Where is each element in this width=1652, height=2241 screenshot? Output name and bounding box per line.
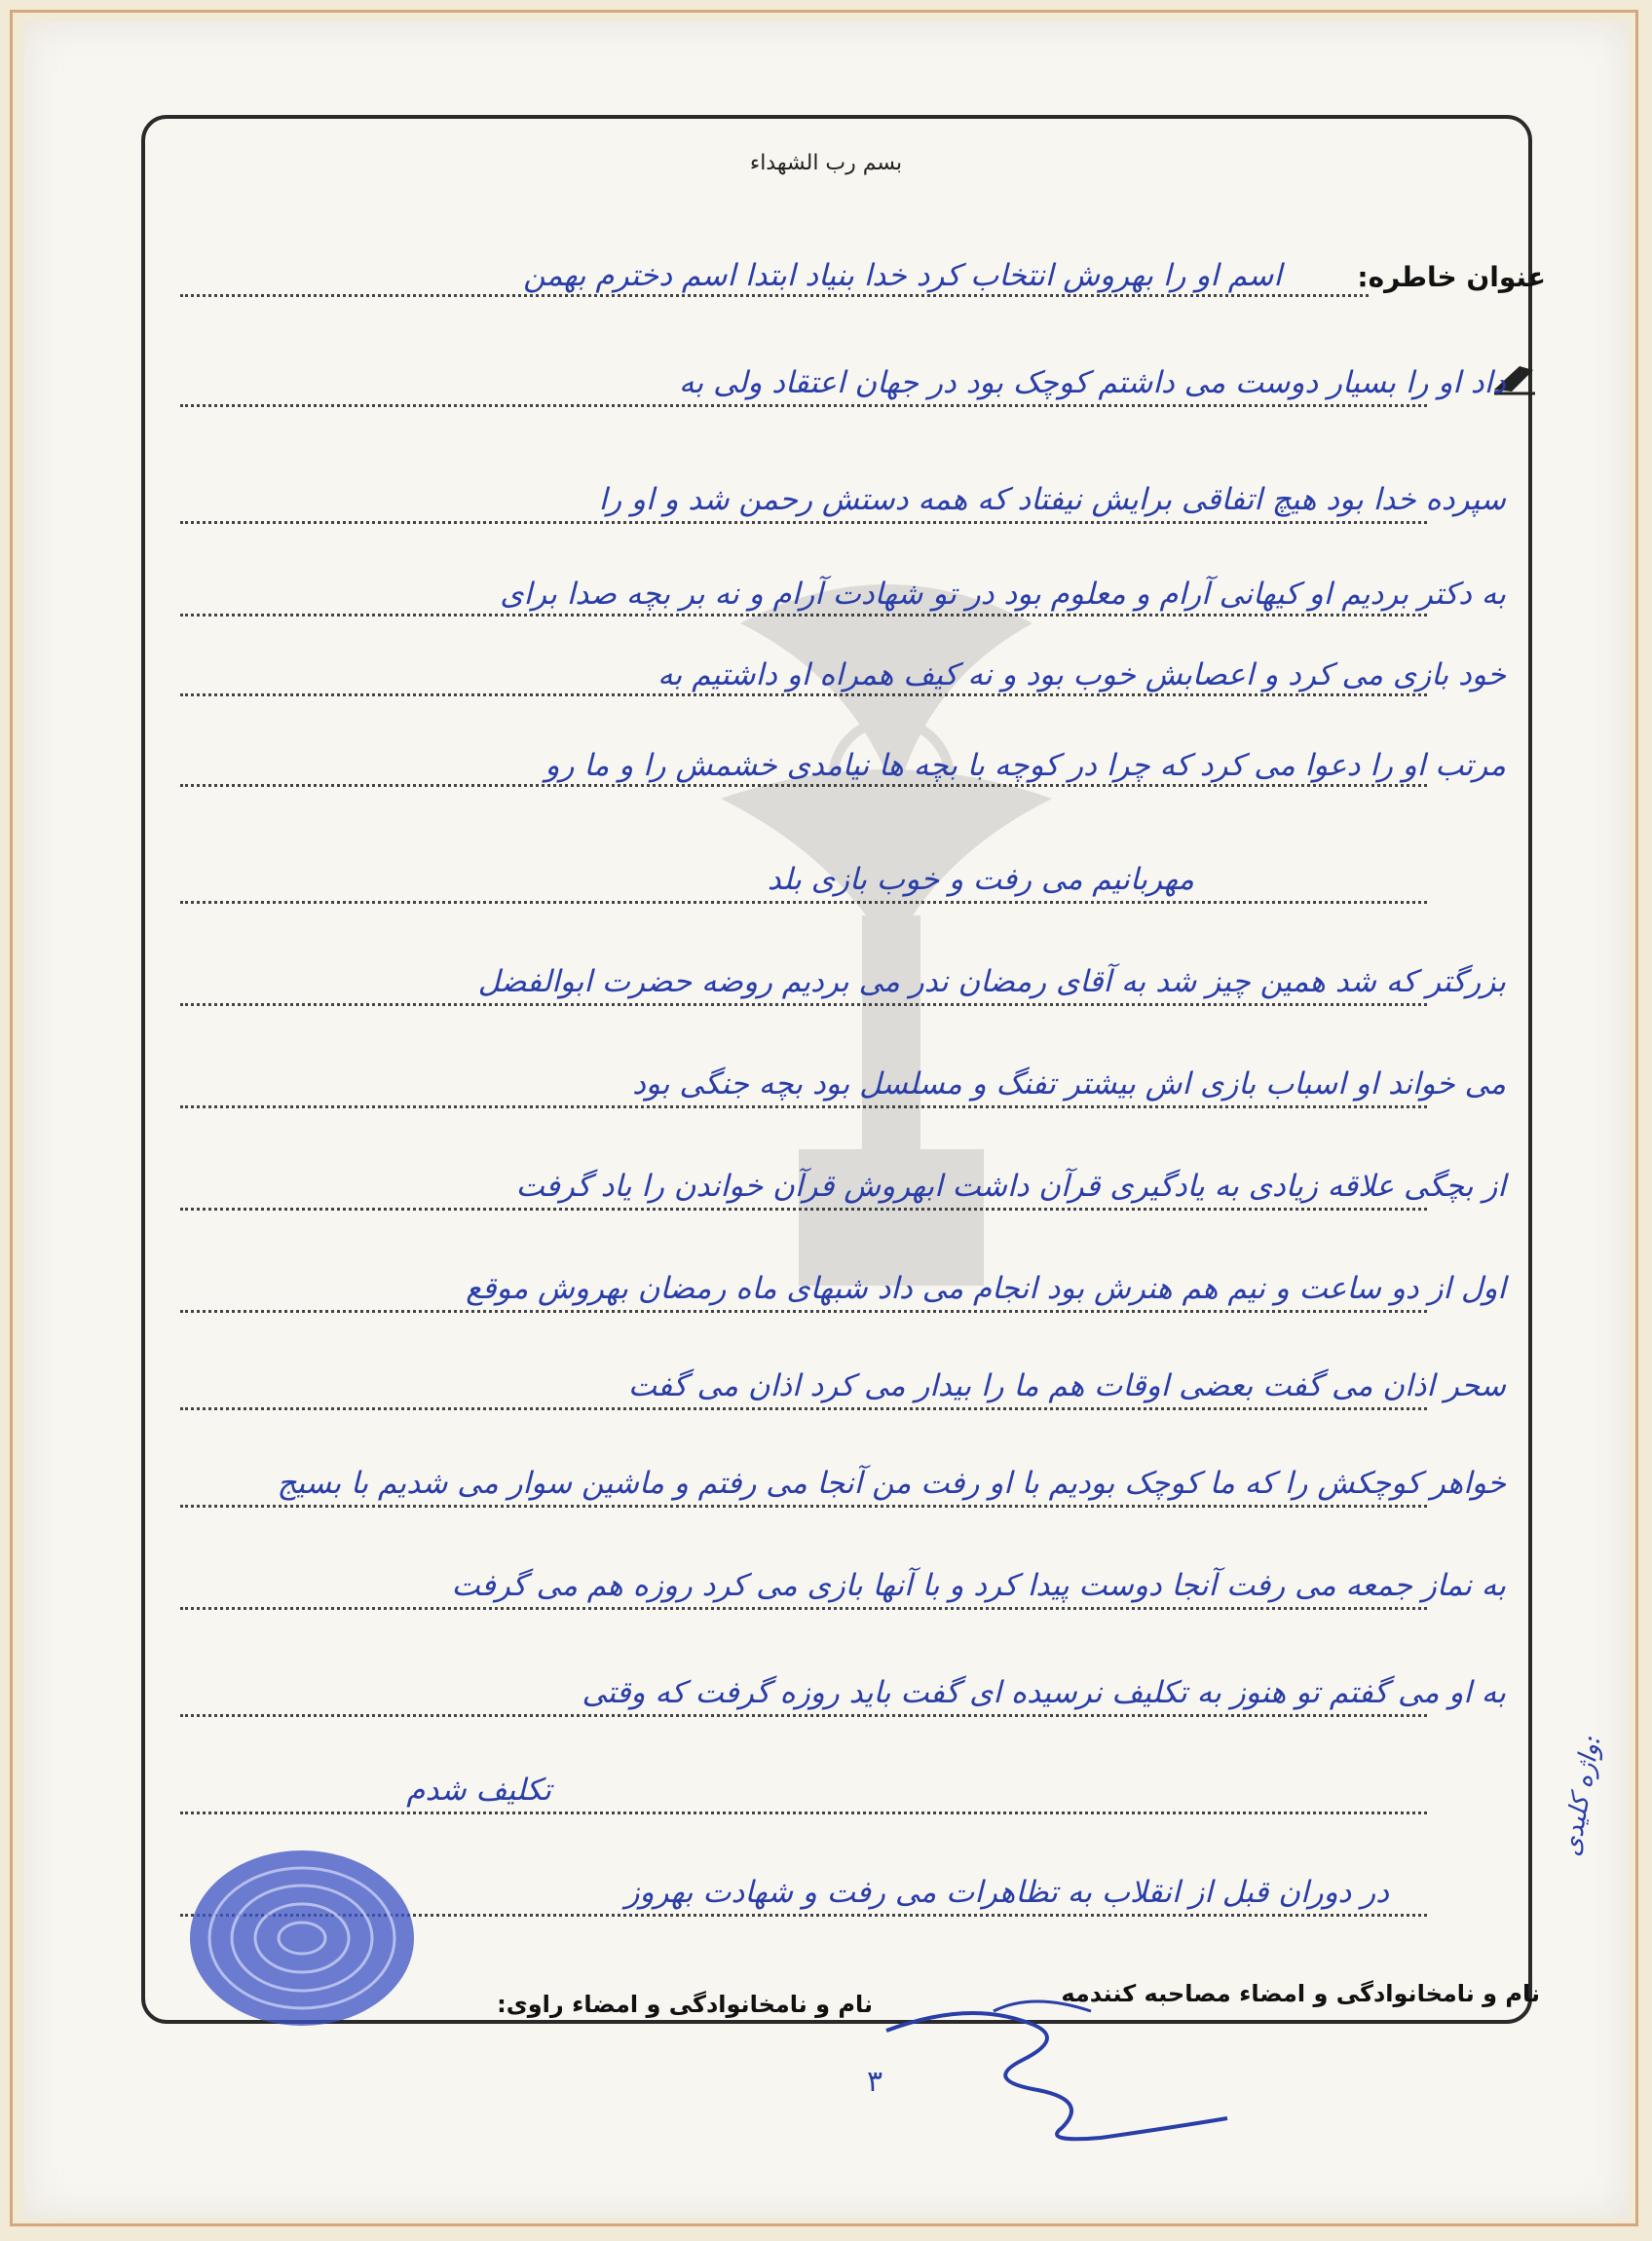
handwritten-line: تکلیف شدم [406,1773,551,1808]
ruled-line [180,614,1427,616]
handwritten-line: مهربانیم می رفت و خوب بازی بلد [767,862,1194,897]
handwritten-line: داد او را بسیار دوست می داشتم کوچک بود در جهان اعتقاد ولی به [678,365,1506,400]
ruled-line [180,1607,1427,1610]
handwritten-line: از بچگی علاقه زیادی به یادگیری قرآن داشت ابهروش قرآن خواندن را یاد گرفت [515,1169,1506,1204]
ruled-line [180,404,1427,407]
handwritten-line: به نماز جمعه می رفت آنجا دوست پیدا کرد و با آنها بازی می کرد روزه هم می گرفت [451,1568,1506,1603]
ruled-line [180,693,1427,696]
ruled-line [180,1208,1427,1211]
ruled-line [180,901,1427,904]
ruled-line [180,1505,1427,1508]
ruled-line [180,521,1427,524]
handwritten-line: می خواند او اسباب بازی اش بیشتر تفنگ و مسلسل بود بچه جنگی بود [632,1066,1506,1102]
interviewer-signature-label: نام و نامخانوادگی و امضاء مصاحبه کنندمه [1061,1980,1540,2007]
keywords-label: واژه کلیدی: [1557,1733,1607,1859]
ruled-line [180,1811,1427,1814]
handwritten-line: خواهر کوچکش را که ما کوچک بودیم با او رفت من آنجا می رفتم و ماشین سوار می شدیم با بسیج [277,1466,1506,1501]
ruled-line [180,1310,1427,1313]
handwritten-line: به او می گفتم تو هنوز به تکلیف نرسیده ای گفت باید روزه گرفت که وقتی [582,1675,1506,1710]
memoir-title-label: عنوان خاطره: [1357,261,1546,293]
ruled-line [180,1714,1427,1717]
narrator-signature-label: نام و نامخانوادگی و امضاء راوی: [497,1991,873,2018]
ruled-line [180,1105,1427,1108]
ruled-line [180,1407,1427,1410]
handwritten-line: بزرگتر که شد همین چیز شد به آقای رمضان ندر می بردیم روضه حضرت ابوالفضل [477,964,1506,999]
page-number: ۳ [867,2065,883,2099]
ruled-line [180,784,1427,787]
handwritten-line: سحر اذان می گفت بعضی اوقات هم ما را بیدار می کرد اذان می گفت [627,1368,1506,1403]
handwritten-line: اول از دو ساعت و نیم هم هنرش بود انجام می داد شبهای ماه رمضان بهروش موقع [466,1271,1506,1306]
handwritten-line: به دکتر بردیم او کیهانی آرام و معلوم بود در تو شهادت آرام و نه بر بچه صدا برای [500,577,1506,612]
interviewer-signature [877,1982,1247,2148]
handwritten-line: اسم او را بهروش انتخاب کرد خدا بنیاد ابتدا اسم دخترم بهمن [523,258,1282,293]
ruled-line [180,294,1369,297]
handwritten-line: مرتب او را دعوا می کرد که چرا در کوچه با بچه ها نیامدی خشمش را و ما رو [544,748,1506,783]
handwritten-line: خود بازی می کرد و اعصابش خوب بود و نه کیف همراه او داشتیم به [657,657,1506,692]
handwritten-line: سپرده خدا بود هیچ اتفاقی برایش نیفتاد که همه دستش رحمن شد و او را [598,482,1506,517]
header-title: بسم رب الشهداء [749,151,903,175]
ruled-line [180,1003,1427,1006]
fingerprint-stamp [175,1841,429,2036]
keywords-value: در دوران قبل از انقلاب به تظاهرات می رفت و شهادت بهروز [624,1875,1389,1910]
